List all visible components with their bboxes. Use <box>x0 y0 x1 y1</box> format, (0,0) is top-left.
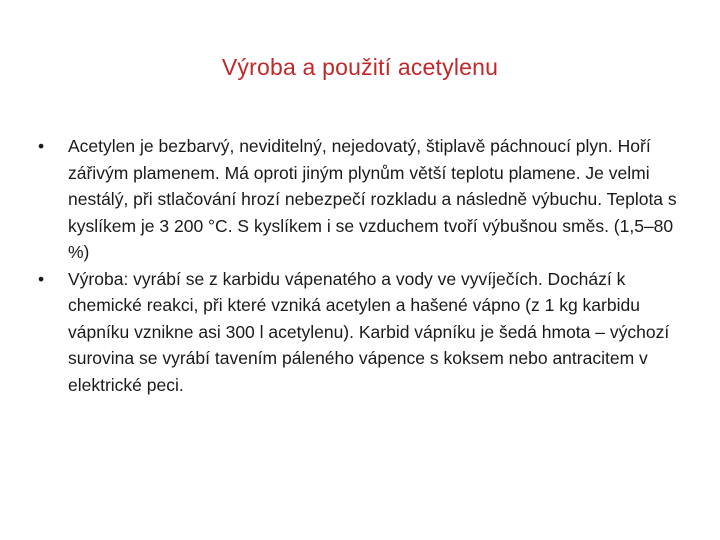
bullet-marker: • <box>38 268 45 289</box>
list-item <box>38 133 678 266</box>
slide-title: Výroba a použití acetylenu <box>221 54 499 80</box>
bullet-text: Výroba: vyrábí se z karbidu vápenatého a vody ve vyvíječích. Dochází k chemické reakci, při které vzniká acetylen a hašené vápno (z 1 kg karbidu vápníku vznikne asi 300 l acetylenu). Karbid vápníku je šedá hmota – výchozí surovina se vyrábí tavením páleného vápence s koksem nebo antracitem v elektrické peci. <box>68 268 670 395</box>
bullet-list <box>38 133 678 398</box>
bullet-marker: • <box>38 136 45 156</box>
list-item <box>38 266 678 399</box>
bullet-text: Acetylen je bezbarvý, neviditelný, nejedovatý, štiplavě páchnoucí plyn. Hoří zářivým plamenem. Má oproti jiným plynům větší teplotu plamene. Je velmi nestálý, při stlačování hrozí nebezpečí rozkladu a následně výbuchu. Teplota s kyslíkem je 3 200 °C. S kyslíkem i se vzduchem tvoří výbušnou směs. (1,5–80 %) <box>68 136 677 262</box>
